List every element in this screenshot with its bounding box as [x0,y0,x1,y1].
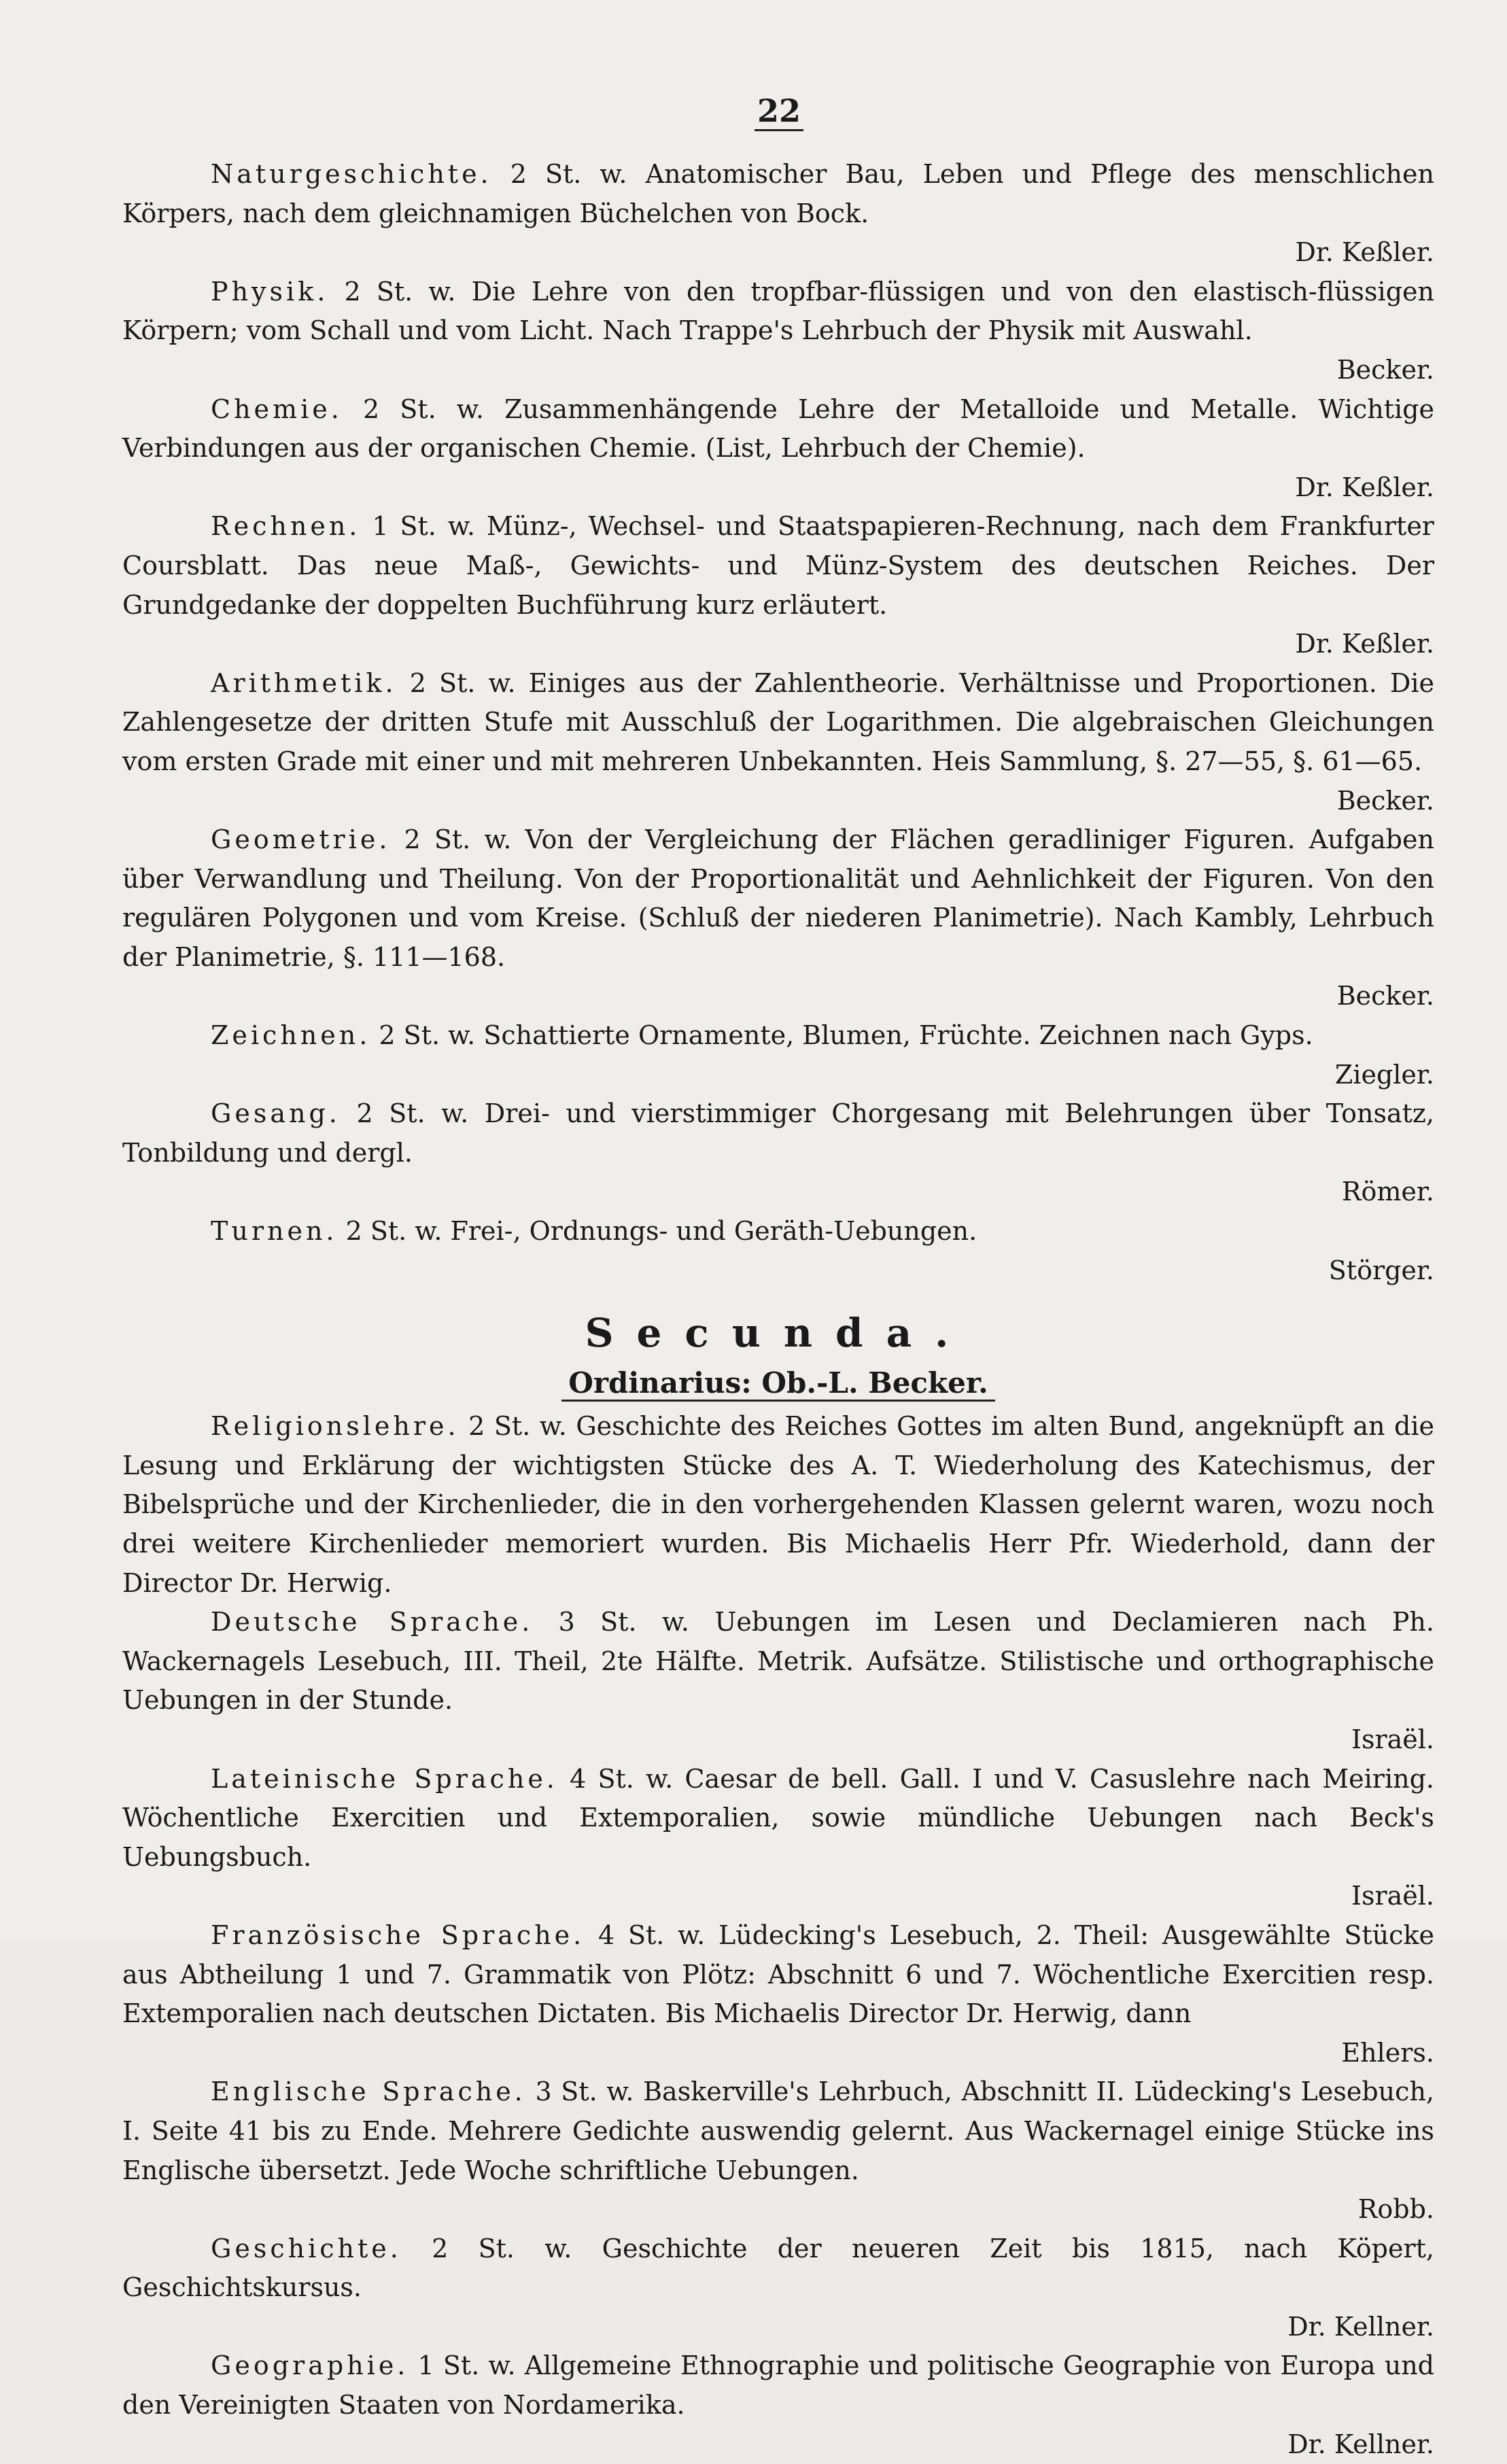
subject-description: 2 St. w. Frei-, Ordnungs- und Geräth-Uebungen. [345,1216,977,1247]
entry-paragraph [122,1094,1434,1173]
subject-description: 3 St. w. Uebungen im Lesen und Declamieren nach Ph. Wackernagels Lesebuch, III. Theil, 2te Hälfte. Metrik. Aufsätze. Stilistische und orthographische Uebungen in der Stunde. [122,1607,1434,1716]
section-title: Secunda. [585,1310,972,1357]
entry-paragraph [122,1760,1434,1877]
entry-paragraph [122,2072,1434,2190]
entry-paragraph [122,1916,1434,2034]
subject-description: 2 St. w. Zusammenhängende Lehre der Metalloide und Metalle. Wichtige Verbindungen aus der organischen Chemie. (List, Lehrbuch der Chemie). [122,394,1434,464]
subject-name: Rechnen. [211,511,361,542]
lower-entries [122,1407,1434,2464]
subject-name: Gesang. [211,1098,341,1129]
entry-paragraph [122,155,1434,233]
subject-entry [122,1212,1434,1290]
subject-description: 4 St. w. Lüdecking's Lesebuch, 2. Theil: Ausgewählte Stücke aus Abtheilung 1 und 7. Grammatik von Plötz: Abschnitt 6 und 7. Wöchentliche Exercitien resp. Extemporalien nach deutschen Dictaten. Bis Michaelis Director Dr. Herwig, dann [122,1920,1434,2029]
subject-name: Geometrie. [211,825,391,855]
teacher-name: Israël. [1351,1724,1434,1754]
entry-paragraph [122,273,1434,351]
ordinarius-line [122,1361,1434,1406]
entry-paragraph [122,1603,1434,1720]
upper-entries [122,155,1434,1290]
subject-name: Zeichnen. [211,1020,371,1051]
entry-paragraph [122,820,1434,977]
subject-description: 4 St. w. Caesar de bell. Gall. I und V. Casuslehre nach Meiring. Wöchentliche Exercitien und Extemporalien, sowie mündliche Uebungen nach Beck's Uebungsbuch. [122,1763,1434,1872]
entry-paragraph [122,2229,1434,2308]
body-text [122,155,1434,2464]
subject-description: 3 St. w. Baskerville's Lehrbuch, Abschnitt II. Lüdecking's Lesebuch, I. Seite 41 bis zu Ende. Mehrere Gedichte auswendig gelernt. Aus Wackernagel einige Stücke ins Englische übersetzt. Jede Woche schriftliche Uebungen. [122,2077,1434,2185]
teacher-name: Dr. Keßler. [1295,237,1434,268]
teacher-name: Dr. Kellner. [1287,2311,1434,2342]
subject-name: Physik. [211,276,329,307]
subject-name: Lateinische Sprache. [211,1763,558,1794]
subject-entry [122,664,1434,820]
ordinarius-text: Ordinarius: Ob.-L. Becker. [561,1366,994,1402]
entry-paragraph [122,1212,1434,1251]
entry-paragraph [122,664,1434,782]
subject-description: 1 St. w. Allgemeine Ethnographie und politische Geographie von Europa und den Vereinigten Staaten von Nordamerika. [122,2350,1434,2420]
subject-name: Geschichte. [211,2233,402,2263]
teacher-name: Israël. [1351,1881,1434,1911]
subject-name: Englische Sprache. [211,2077,526,2107]
entry-paragraph [122,1407,1434,1603]
teacher-name: Dr. Keßler. [1295,629,1434,659]
teacher-name: Römer. [1341,1177,1434,1207]
subject-name: Geographie. [211,2350,409,2381]
subject-name: Religionslehre. [211,1411,460,1442]
subject-entry [122,1760,1434,1916]
teacher-name: Robb. [1357,2194,1434,2225]
teacher-name: Dr. Kellner. [1287,2429,1434,2459]
teacher-name: Becker. [1336,785,1434,816]
subject-description: 2 St. w. Geschichte der neueren Zeit bis 1815, nach Köpert, Geschichtskursus. [122,2233,1434,2303]
subject-name: Chemie. [211,394,343,424]
entry-paragraph [122,2346,1434,2425]
subject-description: 2 St. w. Einiges aus der Zahlentheorie. Verhältnisse und Proportionen. Die Zahlengesetze der dritten Stufe mit Ausschluß der Logarithmen. Die algebraischen Gleichungen vom ersten Grade mit einer und mit mehreren Unbekannten. Heis Sammlung, §. 27—55, §. 61—65. [122,667,1434,776]
subject-entry [122,2072,1434,2229]
subject-entry [122,1916,1434,2072]
subject-entry [122,2346,1434,2464]
subject-entry [122,155,1434,273]
subject-entry [122,273,1434,390]
subject-description: 2 St. w. Geschichte des Reiches Gottes im alten Bund, angeknüpft an die Lesung und Erklärung der wichtigsten Stücke des A. T. Wiederholung des Katechismus, der Bibelsprüche und der Kirchenlieder, die in den vorhergehenden Klassen gelernt waren, wozu noch drei weitere Kirchenlieder memoriert wurden. Bis Michaelis Herr Pfr. Wiederhold, dann der Director Dr. Herwig. [122,1411,1434,1598]
subject-description: 2 St. w. Von der Vergleichung der Flächen geradliniger Figuren. Aufgaben über Verwandlung und Theilung. Von der Proportionalität und Aehnlichkeit der Figuren. Von den regulären Polygonen und vom Kreise. (Schluß der niederen Planimetrie). Nach Kambly, Lehrbuch der Planimetrie, §. 111—168. [122,825,1434,972]
subject-entry [122,820,1434,1016]
entry-paragraph [122,1016,1434,1056]
subject-name: Französische Sprache. [211,1920,585,1950]
teacher-name: Störger. [1328,1255,1434,1285]
subject-description: 2 St. w. Anatomischer Bau, Leben und Pflege des menschlichen Körpers, nach dem gleichnamigen Büchelchen von Bock. [122,159,1434,228]
subject-entry [122,1016,1434,1094]
subject-name: Arithmetik. [211,667,397,698]
subject-description: 2 St. w. Drei- und vierstimmiger Chorgesang mit Belehrungen über Tonsatz, Tonbildung und dergl. [122,1098,1434,1168]
subject-name: Naturgeschichte. [211,159,492,189]
teacher-name: Ehlers. [1341,2037,1434,2068]
subject-entry [122,1407,1434,1603]
subject-entry [122,507,1434,663]
teacher-name: Becker. [1336,354,1434,385]
subject-description: 2 St. w. Schattierte Ornamente, Blumen, Früchte. Zeichnen nach Gyps. [379,1020,1313,1051]
subject-entry [122,1603,1434,1759]
entry-paragraph [122,390,1434,468]
subject-name: Deutsche Sprache. [211,1607,534,1637]
entry-paragraph [122,507,1434,625]
teacher-name: Becker. [1336,981,1434,1011]
teacher-name: Ziegler. [1334,1059,1434,1090]
page-number: 22 [755,95,803,131]
teacher-name: Dr. Keßler. [1295,472,1434,502]
subject-entry [122,390,1434,508]
subject-name: Turnen. [211,1216,338,1247]
subject-description: 2 St. w. Die Lehre von den tropfbar-flüssigen und von den elastisch-flüssigen Körpern; vom Schall und vom Licht. Nach Trappe's Lehrbuch der Physik mit Auswahl. [122,276,1434,346]
subject-entry [122,2229,1434,2347]
subject-entry [122,1094,1434,1212]
subject-description: 1 St. w. Münz-, Wechsel- und Staatspapieren-Rechnung, nach dem Frankfurter Coursblatt. Das neue Maß-, Gewichts- und Münz-System des deutschen Reiches. Der Grundgedanke der doppelten Buchführung kurz erläutert. [122,511,1434,620]
